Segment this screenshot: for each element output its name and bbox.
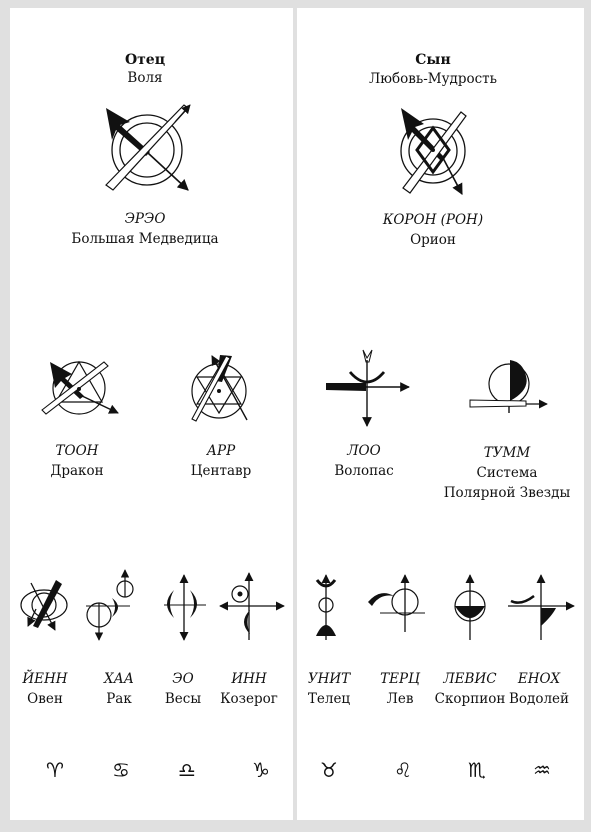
cancer-icon: ♋ xyxy=(112,758,130,782)
zodiac-sign-name: Скорпион xyxy=(434,691,506,707)
taurus-icon: ♉ xyxy=(320,758,338,782)
zodiac-sign-name: Водолей xyxy=(508,691,570,707)
zodiac-sign-name: Рак xyxy=(106,691,132,707)
inn-symbol-icon xyxy=(220,573,284,640)
toon-symbol-icon xyxy=(42,362,118,414)
koron-symbol-icon xyxy=(401,108,466,194)
sign-name: ТЕРЦ xyxy=(380,671,420,687)
father-title: Отец xyxy=(124,52,166,68)
zodiac-sign-name: Козерог xyxy=(220,691,278,707)
loo-symbol-icon xyxy=(326,350,409,426)
libra-icon: ♎ xyxy=(178,758,196,782)
yenn-symbol-icon xyxy=(21,580,67,630)
aquarius-icon: ♒ xyxy=(533,758,551,782)
toon-constellation: Дракон xyxy=(50,463,104,479)
tumm-name: ТУММ xyxy=(483,445,531,461)
zodiac-sign-name: Весы xyxy=(164,691,202,707)
leo-icon: ♌ xyxy=(394,758,412,782)
son-constellation: Орион xyxy=(410,232,456,248)
scorpio-icon: ♏ xyxy=(468,758,486,782)
son-name: КОРОН (РОН) xyxy=(382,212,484,228)
sign-name: ЙЕНН xyxy=(22,671,68,687)
capricorn-icon: ♑ xyxy=(252,758,270,782)
aries-icon: ♈ xyxy=(46,758,64,782)
zodiac-sign-name: Овен xyxy=(27,691,63,707)
sign-name: ИНН xyxy=(231,671,267,687)
father-constellation: Большая Медведица xyxy=(71,231,219,247)
enokh-symbol-icon xyxy=(508,575,574,640)
son-subtitle: Любовь-Мудрость xyxy=(368,71,498,87)
son-title: Сын xyxy=(415,52,451,68)
tumm-symbol-icon xyxy=(470,351,547,413)
sign-name: ЭО xyxy=(172,671,194,687)
sign-name: ЛЕВИС xyxy=(443,671,497,687)
tumm-constellation-line1: Система xyxy=(476,465,538,481)
levis-symbol-icon xyxy=(455,575,485,640)
unit-symbol-icon xyxy=(316,575,336,640)
arr-symbol-icon xyxy=(192,355,247,421)
father-name: ЭРЭО xyxy=(124,211,166,227)
arr-name: АРР xyxy=(206,443,236,459)
tumm-constellation-line2: Полярной Звезды xyxy=(443,485,571,501)
sign-name: ЕНОХ xyxy=(517,671,561,687)
zodiac-sign-name: Телец xyxy=(307,691,351,707)
arr-constellation: Центавр xyxy=(190,463,252,479)
sign-name: УНИТ xyxy=(307,671,351,687)
ereo-symbol-icon xyxy=(106,105,190,190)
toon-name: ТООН xyxy=(55,443,99,459)
eo-symbol-icon xyxy=(164,575,206,640)
zodiac-sign-name: Лев xyxy=(386,691,414,707)
father-subtitle: Воля xyxy=(127,70,163,86)
terts-symbol-icon xyxy=(368,575,425,632)
loo-constellation: Волопас xyxy=(334,463,394,479)
loo-name: ЛОО xyxy=(347,443,381,459)
khaa-symbol-icon xyxy=(86,570,133,640)
sign-name: ХАА xyxy=(103,671,135,687)
